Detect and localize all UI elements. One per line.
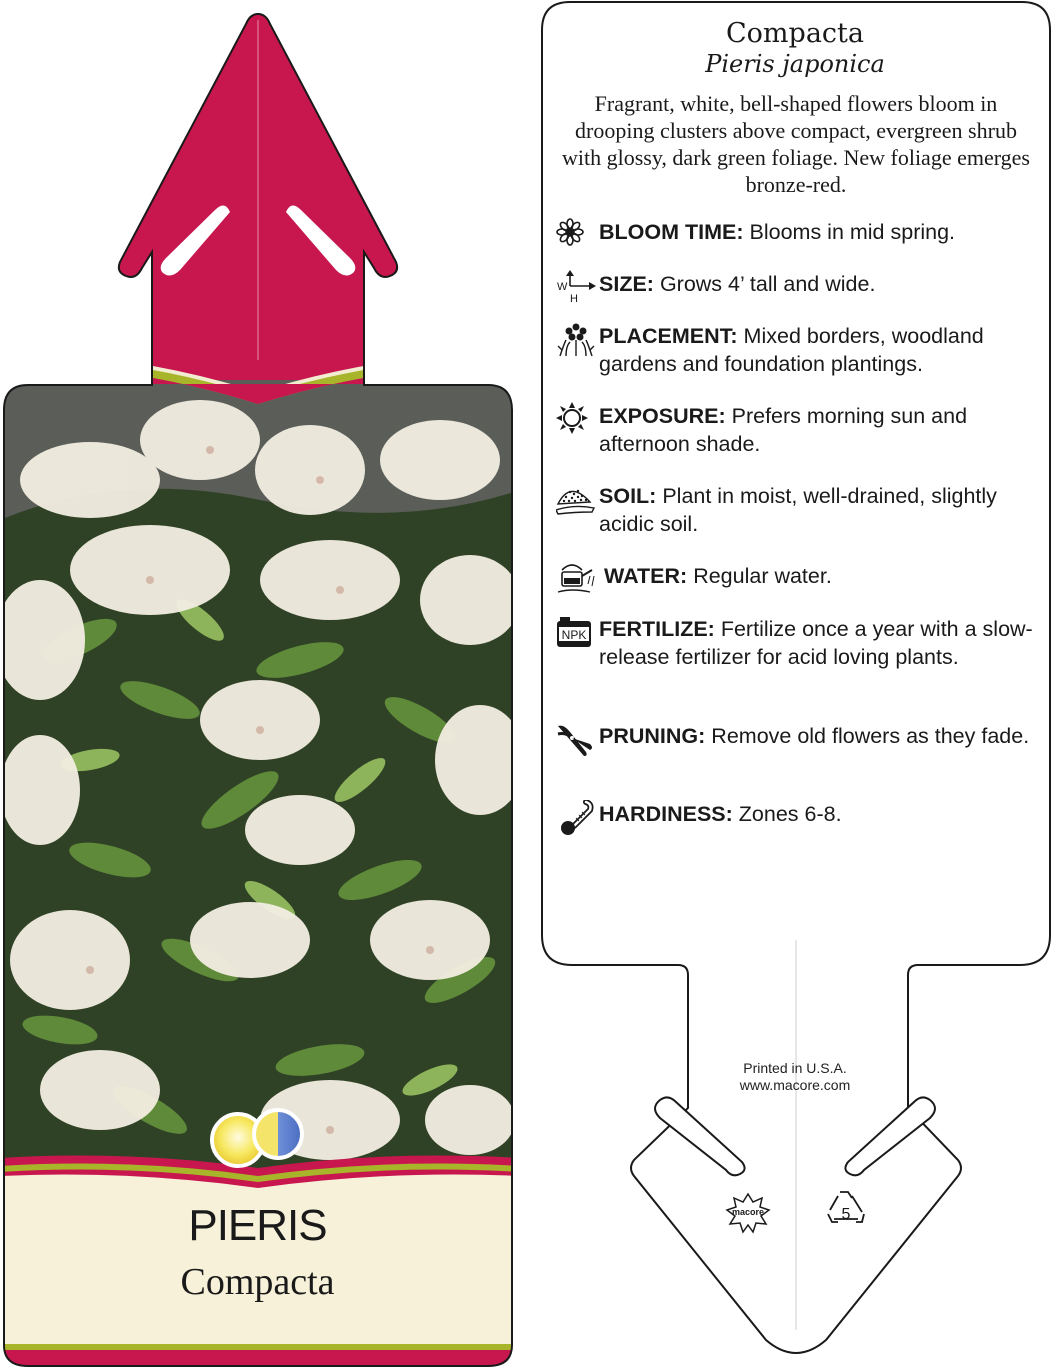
- care-label: FERTILIZE:: [599, 617, 715, 641]
- plant-description: Fragrant, white, bell-shaped flowers bloom in drooping clusters above compact, evergreen shrub with glossy, dark green foliage. New foliage emerges bronze-red.: [562, 91, 1030, 197]
- care-text: Plant in moist, well-drained, slightly acidic soil.: [599, 484, 997, 536]
- size-icon-w: W: [557, 281, 568, 293]
- care-label: EXPOSURE:: [599, 404, 726, 428]
- macore-logo-text: macore: [731, 1207, 765, 1217]
- sun-icon: [556, 402, 596, 438]
- botanical-name: Pieris japonica: [705, 50, 885, 78]
- care-text: Grows 4’ tall and wide.: [659, 272, 876, 296]
- care-label: PLACEMENT:: [599, 324, 738, 348]
- care-label: PRUNING:: [599, 724, 706, 748]
- pruning-shears-icon: [556, 722, 596, 758]
- watering-can-icon: [556, 562, 596, 598]
- care-label: HARDINESS:: [599, 802, 733, 826]
- website-link[interactable]: www.macore.com: [739, 1077, 851, 1093]
- soil-icon: [556, 482, 596, 518]
- npk-icon: [556, 615, 596, 651]
- care-label: BLOOM TIME:: [599, 220, 744, 244]
- plant-variety-label: Compacta: [180, 1261, 335, 1303]
- care-text: Remove old flowers as they fade.: [711, 724, 1030, 748]
- care-text: Regular water.: [693, 564, 832, 588]
- size-arrows-icon: [556, 270, 596, 306]
- thermometer-icon: [556, 800, 596, 836]
- recycle-number: 5: [841, 1206, 851, 1223]
- care-text: Fertilize once a year with a slow-release fertilizer for acid loving plants.: [599, 617, 1033, 669]
- flower-icon: [556, 218, 596, 254]
- care-header: [560, 18, 1030, 78]
- care-text: Zones 6-8.: [738, 802, 842, 826]
- npk-icon-text: NPK: [561, 628, 587, 642]
- placement-icon: [556, 322, 596, 358]
- size-icon-h: H: [570, 293, 578, 305]
- care-text: Blooms in mid spring.: [749, 220, 956, 244]
- printer-info: [700, 1060, 890, 1094]
- care-label: WATER:: [604, 564, 688, 588]
- printed-in: Printed in U.S.A.: [743, 1060, 847, 1076]
- care-title: Compacta: [726, 18, 864, 49]
- care-label: SOIL:: [599, 484, 657, 508]
- care-label: SIZE:: [599, 272, 654, 296]
- care-text: Mixed borders, woodland gardens and foundation plantings.: [599, 324, 984, 376]
- care-text: Prefers morning sun and afternoon shade.: [599, 404, 968, 456]
- plant-genus-label: PIERIS: [188, 1201, 327, 1250]
